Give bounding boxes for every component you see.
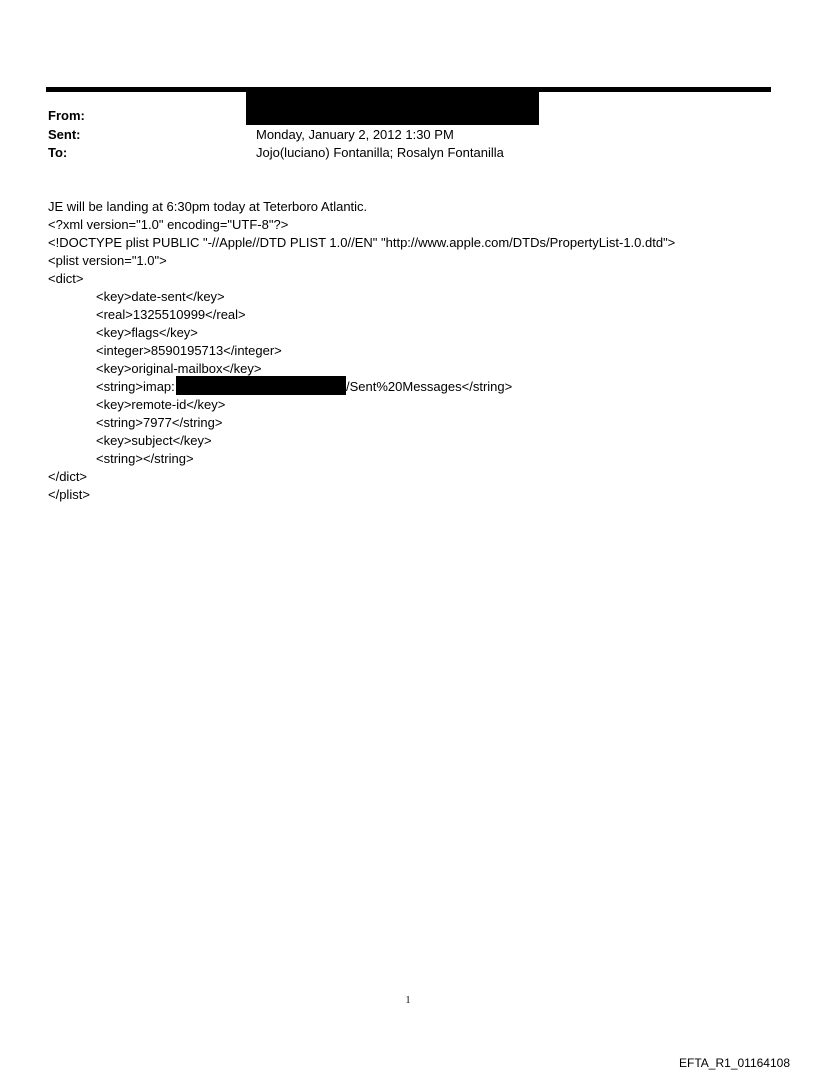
dict-close: </dict> — [48, 469, 88, 484]
sent-label: Sent: — [48, 127, 81, 142]
plist-line-remote-key: <key>remote-id</key> — [96, 397, 226, 412]
plist-line-flags-value: <integer>8590195713</integer> — [96, 343, 282, 358]
doctype-line: <!DOCTYPE plist PUBLIC "-//Apple//DTD PLIST 1.0//EN" "http://www.apple.com/DTDs/PropertyList-1.0.dtd"> — [48, 235, 676, 250]
plist-line-date-value: <real>1325510999</real> — [96, 307, 246, 322]
plist-line-remote-value: <string>7977</string> — [96, 415, 223, 430]
sent-value: Monday, January 2, 2012 1:30 PM — [256, 127, 454, 142]
plist-line-date-key: <key>date-sent</key> — [96, 289, 225, 304]
page-number: 1 — [405, 995, 411, 1006]
plist-close: </plist> — [48, 487, 90, 502]
plist-line-subject-key: <key>subject</key> — [96, 433, 212, 448]
redaction-block — [246, 92, 539, 125]
from-label: From: — [48, 108, 85, 123]
dict-open: <dict> — [48, 271, 84, 286]
to-value: Jojo(luciano) Fontanilla; Rosalyn Fontanilla — [256, 145, 504, 160]
message-text: JE will be landing at 6:30pm today at Teterboro Atlantic. — [48, 199, 368, 214]
bates-number: EFTA_R1_01164108 — [679, 1056, 790, 1070]
to-label: To: — [48, 145, 68, 160]
xml-declaration: <?xml version="1.0" encoding="UTF-8"?> — [48, 217, 289, 232]
plist-line-subject-value: <string></string> — [96, 451, 194, 466]
plist-line-flags-key: <key>flags</key> — [96, 325, 198, 340]
plist-line-mailbox-key: <key>original-mailbox</key> — [96, 361, 262, 376]
plist-line-mailbox-suffix: /Sent%20Messages</string> — [346, 379, 513, 394]
plist-line-mailbox-value: <string>imap: — [96, 379, 175, 394]
redaction-block — [176, 376, 346, 395]
plist-open: <plist version="1.0"> — [48, 253, 167, 268]
